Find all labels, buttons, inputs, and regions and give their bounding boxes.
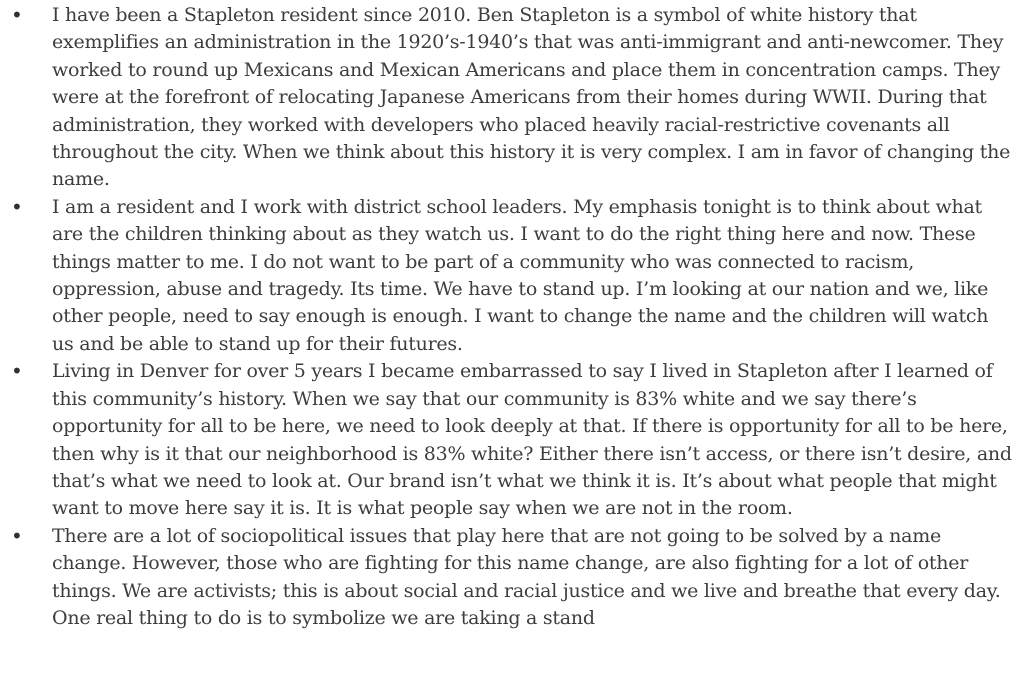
bullet-icon: • <box>11 194 23 219</box>
comment-list <box>0 2 1024 632</box>
bullet-icon: • <box>11 3 23 27</box>
list-item <box>0 523 1024 633</box>
comment-text: I have been a Stapleton resident since 2010. Ben Stapleton is a symbol of white history that exemplifies an administration in the 1920’s-1940’s that was anti-immigrant and anti-newcomer. They worked to round up Mexicans and Mexican Americans and place them in concentration camps. They were at the forefront of relocating Japanese Americans from their homes during WWII. During that administration, they worked with developers who placed heavily racial-restrictive covenants all throughout the city. When we think about this history it is very complex. I am in favor of changing the name. <box>52 4 1011 191</box>
comment-text: Living in Denver for over 5 years I became embarrassed to say I lived in Stapleton after I learned of this community’s history. When we say that our community is 83% white and we say there’s opportunity for all to be here, we need to look deeply at that. If there is opportunity for all to be here, then why is it that our neighborhood is 83% white? Either there isn’t access, or there isn’t desire, and that’s what we need to look at. Our brand isn’t what we think it is. It’s about what people that might want to move here say it is. It is what people say when we are not in the room. <box>52 360 1012 520</box>
bullet-icon: • <box>11 523 23 548</box>
bullet-icon: • <box>11 359 23 384</box>
list-item <box>0 194 1024 358</box>
comment-text: There are a lot of sociopolitical issues that play here that are not going to be solved by a name change. However, those who are fighting for this name change, are also fighting for a lot of other things. We are activists; this is about social and racial justice and we live and breathe that every day. One real thing to do is to symbolize we are taking a stand <box>52 524 1001 629</box>
list-item <box>0 358 1024 522</box>
list-item <box>0 2 1024 194</box>
comment-text: I am a resident and I work with district school leaders. My emphasis tonight is to think about what are the children thinking about as they watch us. I want to do the right thing here and now. These things matter to me. I do not want to be part of a community who was connected to racism, oppression, abuse and tragedy. Its time. We have to stand up. I’m looking at our nation and we, like other people, need to say enough is enough. I want to change the name and the children will watch us and be able to stand up for their futures. <box>52 195 989 355</box>
